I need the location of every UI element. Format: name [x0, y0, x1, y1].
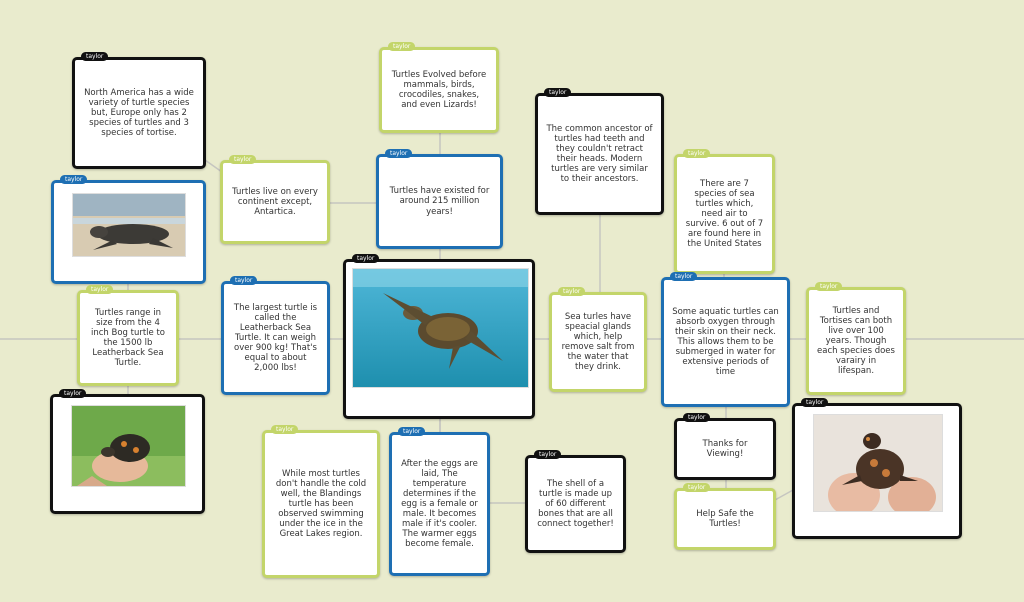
card-baby-turtle-photo[interactable]	[792, 399, 962, 539]
card-thanks[interactable]	[674, 414, 776, 480]
card-text: Turtles Evolved before mammals, birds, crocodiles, snakes, and even Lizards!	[391, 69, 487, 111]
card-blandings[interactable]	[262, 426, 380, 578]
author-tag: taylor	[815, 282, 842, 291]
author-tag: taylor	[558, 287, 585, 296]
card-leatherback-photo[interactable]	[51, 176, 206, 284]
card-text: North America has a wide variety of turtle species but, Europe only has 2 species of turtles and 3 species of tortise.	[84, 87, 194, 139]
author-tag: taylor	[544, 88, 571, 97]
card-text: Thanks for Viewing!	[702, 438, 748, 459]
card-text: After the eggs are laid, The temperature determines if the egg is a female or male. It becomes male if it's cooler. The warmer eggs become female.	[401, 458, 478, 550]
author-tag: taylor	[86, 285, 113, 294]
card-text: Turtles have existed for around 215 million years!	[389, 186, 490, 217]
author-tag: taylor	[670, 272, 697, 281]
card-evolved[interactable]	[379, 43, 499, 133]
author-tag: taylor	[385, 149, 412, 158]
card-text: The shell of a turtle is made up of 60 different bones that are all connect together!	[537, 478, 614, 530]
card-shell-bones[interactable]	[525, 451, 626, 553]
author-tag: taylor	[801, 398, 828, 407]
bog-turtle-image	[71, 405, 186, 487]
card-text: The largest turtle is called the Leatherback Sea Turtle. It can weigh over 900 kg! That's equal to about 2,000 lbs!	[233, 302, 318, 374]
card-text: Help Safe the Turtles!	[696, 508, 754, 529]
baby-turtle-image	[813, 414, 943, 512]
card-text: Turtles and Tortises can both live over 100 years. Though each species does varairy in lifespan.	[817, 305, 895, 377]
card-text: There are 7 species of sea turtles which, need air to survive. 6 out of 7 are found here in the United States	[685, 178, 764, 250]
author-tag: taylor	[271, 425, 298, 434]
card-bog-turtle-photo[interactable]	[50, 390, 205, 514]
author-tag: taylor	[534, 450, 561, 459]
author-tag: taylor	[398, 427, 425, 436]
author-tag: taylor	[229, 155, 256, 164]
card-north-america[interactable]	[72, 53, 206, 169]
card-text: Some aquatic turtles can absorb oxygen through their skin on their neck. This allows them to be submerged in water for extensive periods of time	[672, 306, 779, 378]
card-size-range[interactable]	[77, 286, 179, 386]
sea-turtle-image	[352, 268, 529, 388]
card-text: While most turtles don't handle the cold well, the Blandings turtle has been observed swimming under the ice in the Great Lakes region.	[275, 468, 367, 540]
card-continent[interactable]	[220, 156, 330, 244]
card-save-turtles[interactable]	[674, 484, 776, 550]
author-tag: taylor	[60, 175, 87, 184]
card-text: Turtles live on every continent except, Antartica.	[232, 186, 318, 217]
card-text: Turtles range in size from the 4 inch Bog turtle to the 1500 lb Leatherback Sea Turtle.	[90, 307, 165, 369]
card-aquatic-oxygen[interactable]	[661, 273, 790, 407]
card-text: The common ancestor of turtles had teeth and they couldn't retract their heads. Modern turtles are very similar to their ancestors.	[546, 123, 653, 185]
author-tag: taylor	[230, 276, 257, 285]
author-tag: taylor	[683, 149, 710, 158]
card-text: Sea turles have speacial glands which, help remove salt from the water that they drink.	[561, 311, 635, 373]
author-tag: taylor	[352, 254, 379, 263]
card-ancestor[interactable]	[535, 89, 664, 215]
leatherback-turtle-image	[72, 193, 186, 257]
card-eggs[interactable]	[389, 428, 490, 576]
author-tag: taylor	[388, 42, 415, 51]
card-salt-glands[interactable]	[549, 288, 647, 392]
author-tag: taylor	[683, 413, 710, 422]
card-sea-turtle-photo[interactable]	[343, 255, 535, 419]
card-lifespan[interactable]	[806, 283, 906, 395]
author-tag: taylor	[683, 483, 710, 492]
author-tag: taylor	[59, 389, 86, 398]
card-largest[interactable]	[221, 277, 330, 395]
card-seven-species[interactable]	[674, 150, 775, 274]
author-tag: taylor	[81, 52, 108, 61]
card-existed[interactable]	[376, 150, 503, 249]
